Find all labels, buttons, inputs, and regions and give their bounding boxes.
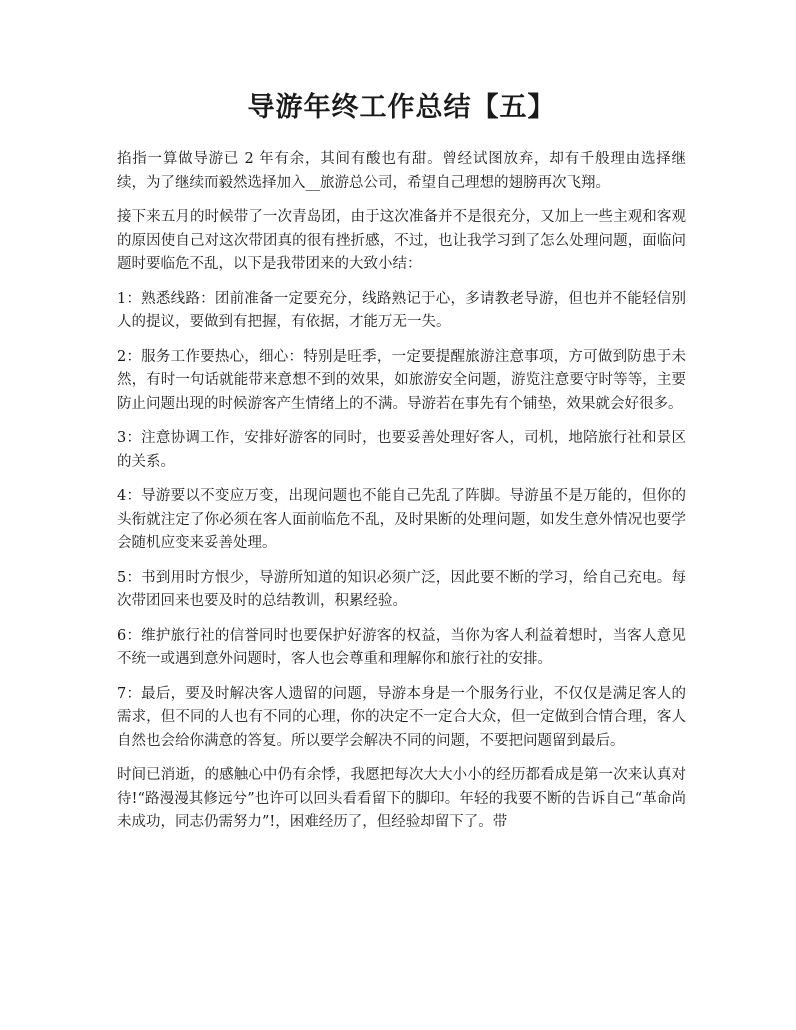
paragraph-point-2: 2：服务工作要热心，细心：特别是旺季，一定要提醒旅游注意事项，方可做到防患于未然，有时一句话就能带来意想不到的效果，如旅游安全问题，游览注意要守时等等，主要防止问题出现的时候游客产生情绪上的不满。导游若在事先有个铺垫，效果就会好很多。	[117, 348, 686, 412]
paragraph-qingdao-tour: 接下来五月的时候带了一次青岛团，由于这次准备并不是很充分，又加上一些主观和客观的原因使自己对这次带团真的很有挫折感，不过，也让我学习到了怎么处理问题，面临问题时要临危不乱，以下是我带团来的大致小结：	[117, 209, 686, 272]
paragraph-point-7: 7：最后，要及时解决客人遗留的问题，导游本身是一个服务行业，不仅仅是满足客人的需求，但不同的人也有不同的心理，你的决定不一定合大众，但一定做到合情合理，客人自然也会给你满意的答复。所以要学会解决不同的问题，不要把问题留到最后。	[117, 685, 686, 749]
paragraph-point-5: 5：书到用时方恨少，导游所知道的知识必须广泛，因此要不断的学习，给自己充电。每次带团回来也要及时的总结教训，积累经验。	[117, 569, 686, 609]
paragraph-intro: 掐指一算做导游已 2 年有余，其间有酸也有甜。曾经试图放弃，却有千般理由选择继续，为了继续而毅然选择加入__旅游总公司，希望自己理想的翅膀再次飞翔。	[117, 151, 686, 191]
paragraph-point-4: 4：导游要以不变应万变，出现问题也不能自己先乱了阵脚。导游虽不是万能的，但你的头衔就注定了你必须在客人面前临危不乱，及时果断的处理问题，如发生意外情况也要学会随机应变来妥善处理。	[117, 488, 686, 551]
page-title: 导游年终工作总结【五】	[247, 92, 556, 123]
paragraph-point-1: 1：熟悉线路：团前准备一定要充分，线路熟记于心，多请教老导游，但也并不能轻信别人的提议，要做到有把握，有依据，才能万无一失。	[117, 290, 686, 330]
paragraph-point-6: 6：维护旅行社的信誉同时也要保护好游客的权益，当你为客人利益着想时，当客人意见不统一或遇到意外问题时，客人也会尊重和理解你和旅行社的安排。	[117, 627, 686, 667]
paragraph-point-3: 3：注意协调工作，安排好游客的同时，也要妥善处理好客人，司机，地陪旅行社和景区的关系。	[117, 430, 686, 470]
paragraph-closing: 时间已消逝，的感触心中仍有余悸，我愿把每次大大小小的经历都看成是第一次来认真对待!“路漫漫其修远兮”也许可以回头看看留下的脚印。年轻的我要不断的告诉自己“革命尚未成功，同志仍需努力”!，困难经历了，但经验却留下了。带	[117, 767, 686, 830]
